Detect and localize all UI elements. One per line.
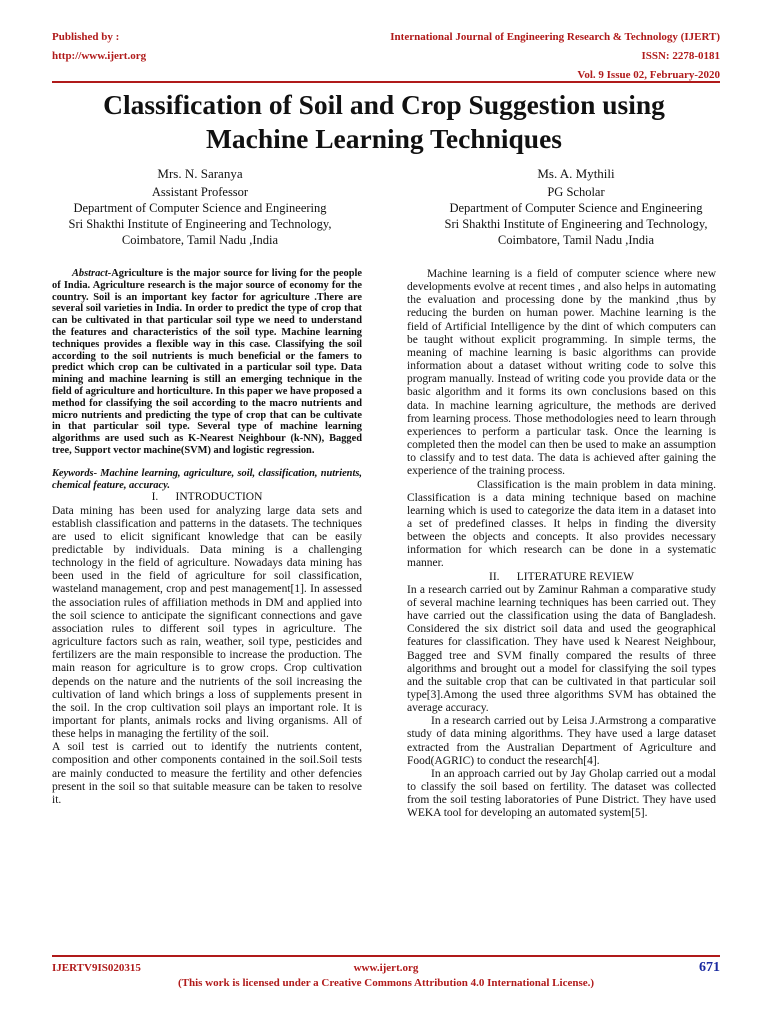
page-header: [52, 28, 720, 81]
title-line-2: Machine Learning Techniques: [205, 123, 563, 154]
author-city: Coimbatore, Tamil Nadu ,India: [121, 233, 279, 247]
intro-paragraph-1: Data mining has been used for analyzing large data sets and establish classification and patterns in the datasets. The techniques are used to elicit significant knowledge that can be easily predictable by individuals. Data mining is a challenging technology in the field of agriculture. Nowadays data mining has been used in the field of agriculture for soil classification, wasteland management, crop and pest management[1]. In assessed the association rules of affiliation methods in DM and applied into the soil science to anticipate the significant connections and gave association rules to different soil types in agriculture. The agriculture factors such as rain, weather, soil type, pesticides and fertilizers are the main responsible to increase the production. The main reason for agriculture is to grow crops. Crop cultivation depends on the nature and the nutrients of the soil increasing the cultivation of land which brings a loss of supplements present in the soil. In the crop cultivation soil plays an important role. It is important for plants, animals rocks and living organisms. All of these helps in managing the fertility of the soil.: [52, 504, 362, 741]
lit-paragraph-1: In a research carried out by Zaminur Rahman a comparative study of several machine learning techniques has been carried out. They have carried out the classification using the data of Bangladesh. Considered the six district soil data and used the geographical features for classification. They have used k Nearest Neighbour, Bagged tree and SVM finally compared the results of three algorithms and brought out a model for classifying the soil types and the suitable crop that can be cultivated in that particular soil type[3].Among the used three algorithms SVM has obtained the average accuracy.: [407, 583, 716, 715]
left-column: [52, 268, 362, 807]
author-dept: Department of Computer Science and Engineering: [449, 201, 703, 215]
volume-issue: Vol. 9 Issue 02, February-2020: [577, 69, 720, 81]
license-note: (This work is licensed under a Creative Commons Attribution 4.0 International License.): [177, 977, 595, 989]
abstract-label: Abstract-: [72, 268, 112, 279]
author-role: Assistant Professor: [151, 185, 249, 199]
right-column: [407, 268, 716, 821]
journal-name: International Journal of Engineering Research & Technology (IJERT): [390, 31, 720, 43]
section-heading-introduction: I. INTRODUCTION: [151, 491, 263, 504]
paper-title: [40, 88, 728, 156]
page-number: 671: [699, 960, 720, 975]
author-institution: Sri Shakthi Institute of Engineering and Technology,: [68, 217, 332, 231]
author-2: [416, 166, 736, 248]
author-role: PG Scholar: [547, 185, 605, 199]
header-rule: [52, 81, 720, 83]
intro-paragraph-2: A soil test is carried out to identify the nutrients content, composition and other components contained in the soil.Soil tests are mainly conducted to measure the fertility and other defencies present in the soil so that suitable measure can be taken to resolve it.: [52, 741, 362, 806]
publisher-url[interactable]: http://www.ijert.org: [52, 50, 147, 62]
ml-paragraph: Machine learning is a field of computer science where new developments evolve at recent times , and also helps in automating the evaluation and processing done by the mankind ,thus by reducing the burden on human power. Machine learning is the field of Artificial Intelligence by the dint of which computers can be taught without explicit programming. In simple terms, the meaning of machine learning is basic algorithms can provide information about a dataset without writing code to solve this program manually. Instead of writing code you provide data or the basic algorithm and it forms its own conclusions based on this data. In machine learning agriculture, the methods are derived from learning process. Those methodologies need to learn through experiences to perform a particular task. Once the learning is completed then the model can then be used to make an assumption to classify and to test data. The data is achieved after gaining the experience of the training process.: [407, 268, 716, 478]
lit-paragraph-2: In a research carried out by Leisa J.Armstrong a comparative study of data mining algorithms. They have used a large dataset extracted from the Australian Department of Agriculture and Food(AGRIC) to conduct the research[4].: [407, 715, 716, 767]
classification-paragraph: Classification is the main problem in data mining. Classification is a data mining technique based on machine learning which is used to categorize the data item in a dataset into a set of predefined classes. It helps in finding the diversity between the objects and concepts. It also provides necessary information for which research can be done in a systematic manner.: [407, 478, 716, 570]
published-by: Published by :: [52, 31, 120, 43]
page-footer: [52, 960, 720, 992]
footer-url[interactable]: www.ijert.org: [353, 962, 419, 974]
author-name: Ms. A. Mythili: [537, 166, 615, 181]
title-line-1: Classification of Soil and Crop Suggestion using: [103, 89, 665, 120]
lit-paragraph-3: In an approach carried out by Jay Gholap carried out a modal to classify the soil based on fertility. The dataset was collected from the soil testing laboratories of Pune District. They have used WEKA tool for developing an automated system[5].: [407, 767, 716, 820]
issn: ISSN: 2278-0181: [641, 50, 720, 62]
journal-block: [390, 28, 720, 85]
author-name: Mrs. N. Saranya: [157, 166, 243, 181]
paper-id: IJERTV9IS020315: [52, 962, 141, 974]
abstract-text: Agriculture is the major source for living for the people of India. Agriculture research is the major source of economy for the country. Soil is an important key factor for agriculture .There are several soil varieties in India. In order to predict the type of crop that can be cultivated in that particular soil type we need to understand the features and characteristics of the soil type. Machine learning techniques provides a flexible way in this case. Classifying the soil according to the soil nutrients is much beneficial or the famers to predict which crop can be cultivated in a particular soil type. Data mining and machine learning is still an emerging technique in the field of agriculture and horticulture. In this paper we have proposed a method for classifying the soil according to the macro nutrients and micro nutrients and predicting the type of crop that can be cultivate in that particular soil type. Several type of machine learning algorithms are used such as K-Nearest Neighbour (k-NN), Bagged tree, Support vector machine(SVM) and logistic regression.: [52, 268, 362, 456]
section-heading-literature-review: II. LITERATURE REVIEW: [489, 570, 634, 583]
author-institution: Sri Shakthi Institute of Engineering and Technology,: [444, 217, 708, 231]
publisher-block: [52, 28, 146, 66]
abstract: [52, 268, 362, 457]
author-dept: Department of Computer Science and Engineering: [73, 201, 327, 215]
footer-rule: [52, 955, 720, 957]
keywords: Keywords- Machine learning, agriculture, soil, classification, nutrients, chemical feature, accuracy.: [52, 467, 362, 491]
author-1: [40, 166, 360, 248]
author-city: Coimbatore, Tamil Nadu ,India: [497, 233, 655, 247]
